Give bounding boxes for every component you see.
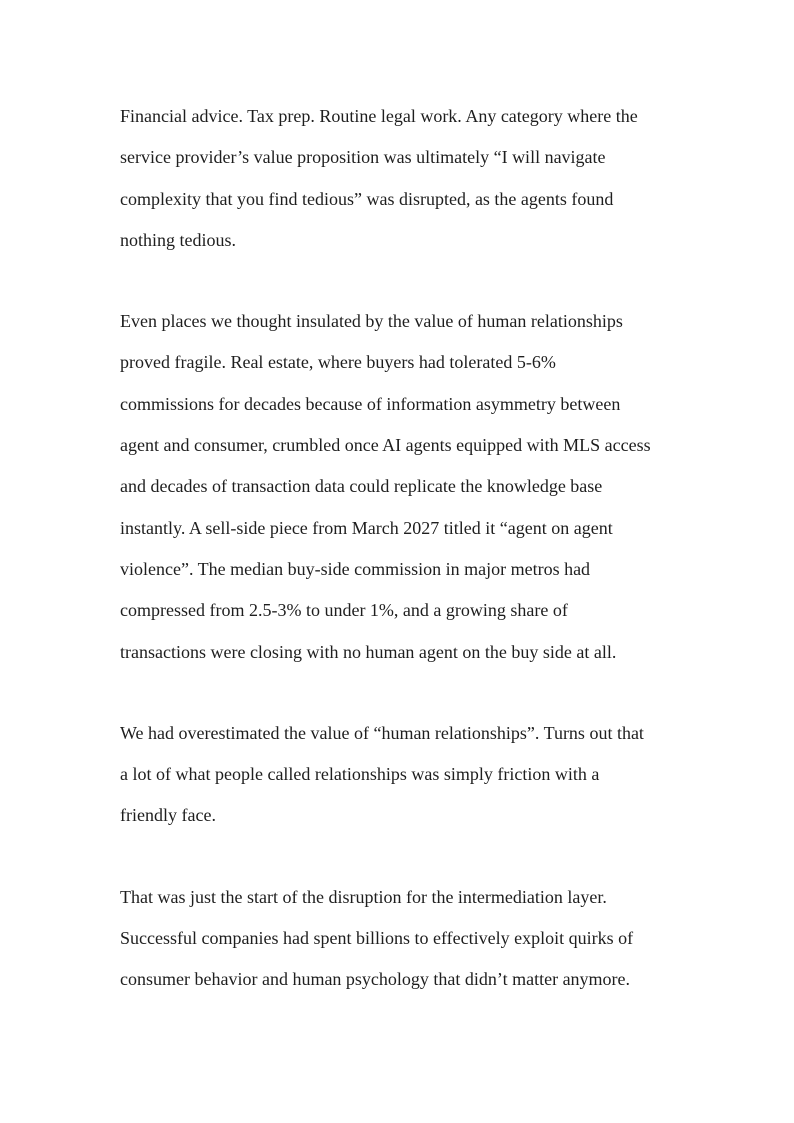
text-line: transactions were closing with no human agent on the buy side at all. (120, 641, 617, 662)
text-line: Successful companies had spent billions to effectively exploit quirks of (120, 928, 634, 949)
paragraph (120, 305, 700, 677)
text-line: instantly. A sell-side piece from March 2027 titled it “agent on agent (120, 517, 613, 538)
paragraph (120, 100, 700, 265)
text-line: Financial advice. Tax prep. Routine legal work. Any category where the (120, 106, 638, 126)
text-line: complexity that you find tedious” was disrupted, as the agents found (120, 188, 614, 209)
text-line: commissions for decades because of information asymmetry between (120, 393, 621, 414)
text-line: Even places we thought insulated by the value of human relationships (120, 311, 623, 332)
text-line: consumer behavior and human psychology that didn’t matter anymore. (120, 969, 631, 990)
paragraph (120, 717, 700, 841)
text-line: service provider’s value proposition was ultimately “I will navigate (120, 147, 606, 168)
text-line: agent and consumer, crumbled once AI agents equipped with MLS access (120, 435, 651, 456)
text-line: nothing tedious. (120, 229, 236, 250)
text-line: proved fragile. Real estate, where buyers had tolerated 5-6% (120, 352, 556, 373)
text-line: compressed from 2.5-3% to under 1%, and a growing share of (120, 600, 568, 621)
text-line: That was just the start of the disruption for the intermediation layer. (120, 886, 607, 907)
paragraph (120, 881, 700, 1005)
text-line: We had overestimated the value of “human relationships”. Turns out that (120, 722, 644, 743)
text-line: a lot of what people called relationships was simply friction with a (120, 764, 600, 785)
text-line: friendly face. (120, 805, 216, 826)
text-line: and decades of transaction data could replicate the knowledge base (120, 476, 603, 497)
body-text (120, 100, 700, 1045)
text-line: violence”. The median buy-side commission in major metros had (120, 558, 591, 579)
